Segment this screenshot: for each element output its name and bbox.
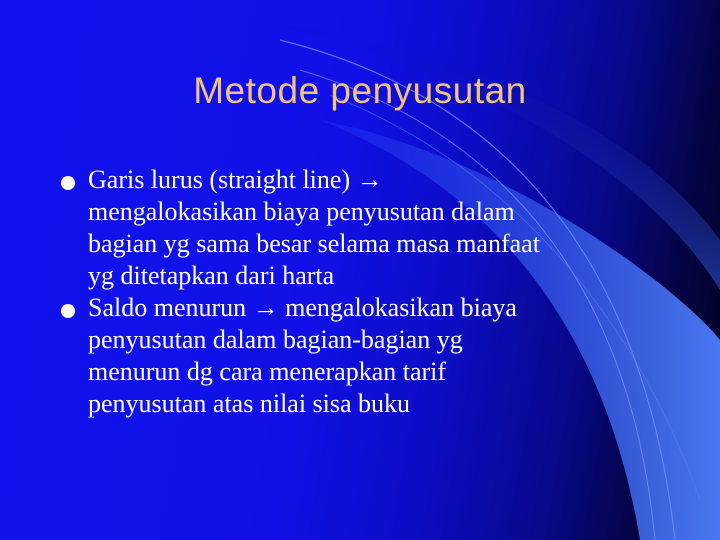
bullet-item — [0, 164, 648, 292]
bullet-text: Saldo menurun → mengalokasikan biaya penyusutan dalam bagian-bagian yg menurun dg cara menerapkan tarif penyusutan atas nilai sisa buku — [88, 293, 517, 418]
slide-title: Metode penyusutan — [193, 70, 527, 111]
bullet-item — [0, 292, 648, 420]
bullet-dot-icon — [61, 304, 75, 318]
bullet-list — [0, 164, 648, 420]
bullet-dot-icon — [61, 176, 75, 190]
bullet-text: Garis lurus (straight line) → mengalokasikan biaya penyusutan dalam bagian yg sama besar selama masa manfaat yg ditetapkan dari harta — [88, 165, 540, 290]
